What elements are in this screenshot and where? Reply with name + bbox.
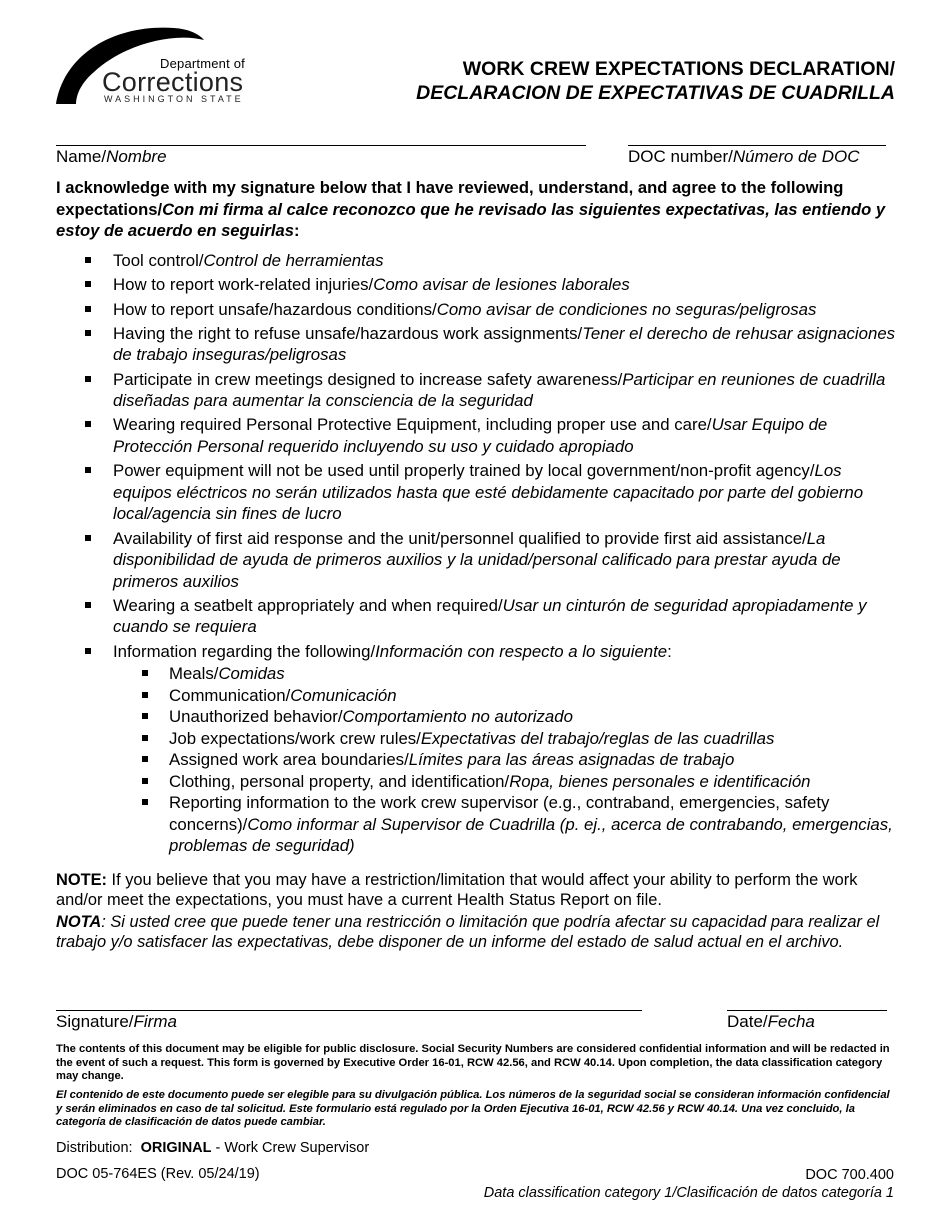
name-input-line[interactable] [56,145,586,146]
distribution-recipient: - Work Crew Supervisor [211,1140,370,1156]
item-es: Tener el derecho de rehusar asignaciones de trabajo inseguras/peligrosas [113,323,896,365]
note-spanish [56,912,898,952]
item-es: Usar Equipo de Protección Personal requerido incluyendo su uso y cuidado apropiado [113,415,828,456]
intro-spanish: Con mi firma al calce reconozco que he revisado las siguientes expectativas, las entiendo y estoy de acuerdo en seguirlas [56,199,886,240]
distribution-original: ORIGINAL [140,1140,212,1156]
policy-number: DOC 700.400 [805,1167,894,1183]
signature-label-en: Signature/ [56,1012,134,1031]
list-item [56,274,904,296]
sublist-item [113,663,904,685]
nota-label: NOTA [56,913,102,931]
form-number: DOC 05-764ES (Rev. 05/24/19) [56,1166,260,1182]
logo-state-text: WASHINGTON STATE [104,94,244,104]
expectations-list [56,250,904,859]
name-label-es: Nombre [106,147,167,166]
subitem-es: Comunicación [290,685,397,705]
item-en: Wearing a seatbelt appropriately and when required/ [113,595,503,615]
item-es: Como avisar de condiciones no seguras/peligrosas [436,299,817,319]
nota-text: : Si usted cree que puede tener una restricción o limitación que podría afectar su capacidad para realizar el trabajo y/o satisfacer las expectativas, debe disponer de un informe del estado de salud actual en el archivo. [56,913,880,951]
date-input-line[interactable] [727,1010,887,1011]
disclosure-english: The contents of this document may be eligible for public disclosure. Social Security Numbers are considered confidential information and will be redacted in the event of such a request. This form is governed by Executive Order 16-01, RCW 42.56, and RCW 40.14. Upon completion, the data classification category may change. [56,1043,890,1082]
disclosure-spanish: El contenido de este documento puede ser elegible para su divulgación pública. Los números de la seguridad social se consideran información confidencial y serán eliminados en caso de tal solicitud. Este formulario está regulado por la Orden Ejecutiva 16-01, RCW 42.56 y RCW 40.14. Una vez concluido, la categoría de clasificación de datos puede cambiar. [56,1089,890,1128]
item-en: How to report work-related injuries/ [113,275,374,295]
subitem-es: Como informar al Supervisor de Cuadrilla (p. ej., acerca de contrabando, emergencias, problemas de seguridad) [169,814,893,856]
distribution-line [56,1140,369,1156]
doc-number-label-en: DOC number/ [628,147,733,166]
list-item [56,641,904,857]
item-tail: : [667,641,672,661]
item-es: Usar un cinturón de seguridad apropiadamente y cuando se requiera [113,595,867,637]
list-item [56,460,904,525]
date-label-es: Fecha [767,1012,815,1031]
distribution-label: Distribution: [56,1140,133,1156]
sublist-item [113,749,904,771]
list-item [56,369,904,412]
subitem-es: Límites para las áreas asignadas de trabajo [408,750,735,770]
sublist-item [113,792,904,857]
acknowledgement-intro [56,177,896,242]
form-title [416,57,895,105]
item-es: Información con respecto a lo siguiente [375,641,668,661]
subitem-en: Meals/ [169,664,219,684]
signature-label-es: Firma [133,1012,177,1031]
item-en: Having the right to refuse unsafe/hazardous work assignments/ [113,323,583,343]
sublist-item [113,771,904,793]
subitem-es: Expectativas del trabajo/reglas de las cuadrillas [420,728,775,748]
health-note [56,870,898,954]
note-label: NOTE: [56,871,107,889]
list-item [56,323,904,366]
title-spanish: DECLARACION DE EXPECTATIVAS DE CUADRILLA [416,82,895,104]
item-es: Como avisar de lesiones laborales [373,275,630,295]
subitem-en: Job expectations/work crew rules/ [169,728,421,748]
signature-label [56,1012,177,1032]
subitem-en: Clothing, personal property, and identification/ [169,771,510,791]
subitem-es: Ropa, bienes personales e identificación [509,771,811,791]
subitem-es: Comidas [218,664,285,684]
item-en: How to report unsafe/hazardous conditions/ [113,299,437,319]
title-english: WORK CREW EXPECTATIONS DECLARATION/ [462,58,895,80]
item-en: Information regarding the following/ [113,641,376,661]
logo-corrections-text: Corrections [102,67,244,97]
item-es: Control de herramientas [203,251,384,270]
item-en: Tool control/ [113,251,204,270]
doc-number-input-line[interactable] [628,145,886,146]
item-es: La disponibilidad de ayuda de primeros auxilios y la unidad/personal calificado para prestar ayuda de primeros auxilios [113,528,841,591]
subitem-en: Reporting information to the work crew supervisor (e.g., contraband, emergencies, safety concerns)/ [169,793,830,834]
item-es: Participar en reuniones de cuadrilla diseñadas para aumentar la consciencia de la seguridad [113,369,886,411]
item-en: Availability of first aid response and the unit/personnel qualified to provide first aid assistance/ [113,528,807,548]
list-item [56,528,904,593]
doc-number-label-es: Número de DOC [732,147,860,166]
list-item [56,299,904,321]
sublist-item [113,685,904,707]
list-item [56,250,904,272]
doc-logo [54,24,254,108]
sublist-item [113,728,904,750]
name-label [56,147,167,167]
note-english [56,870,898,910]
list-item [56,414,904,457]
item-en: Wearing required Personal Protective Equipment, including proper use and care/ [113,415,712,435]
item-en: Participate in crew meetings designed to increase safety awareness/ [113,369,623,389]
item-es: Los equipos eléctricos no serán utilizados hasta que esté debidamente capacitado por parte del gobierno local/agencia sin fines de lucro [113,461,864,524]
intro-english: I acknowledge with my signature below that I have reviewed, understand, and agree to the following expectations/ [56,178,844,219]
note-text: If you believe that you may have a restriction/limitation that would affect your ability to perform the work and/or meet the expectations, you must have a current Health Status Report on file. [56,871,858,909]
list-item [56,595,904,638]
data-classification: Data classification category 1/Clasificación de datos categoría 1 [483,1185,894,1201]
doc-number-label [628,147,859,167]
sublist-item [113,706,904,728]
subitem-es: Comportamiento no autorizado [342,707,573,727]
item-en: Power equipment will not be used until properly trained by local government/non-profit agency/ [113,461,815,481]
information-sublist [113,663,904,857]
intro-colon: : [293,221,300,240]
subitem-en: Assigned work area boundaries/ [169,750,409,770]
date-label [727,1012,815,1032]
subitem-en: Communication/ [169,685,291,705]
logo-department-text: Department of [160,56,245,71]
subitem-en: Unauthorized behavior/ [169,707,343,727]
signature-input-line[interactable] [56,1010,642,1011]
date-label-en: Date/ [727,1012,768,1031]
name-label-en: Name/ [56,147,107,166]
footer-right [484,1166,894,1202]
